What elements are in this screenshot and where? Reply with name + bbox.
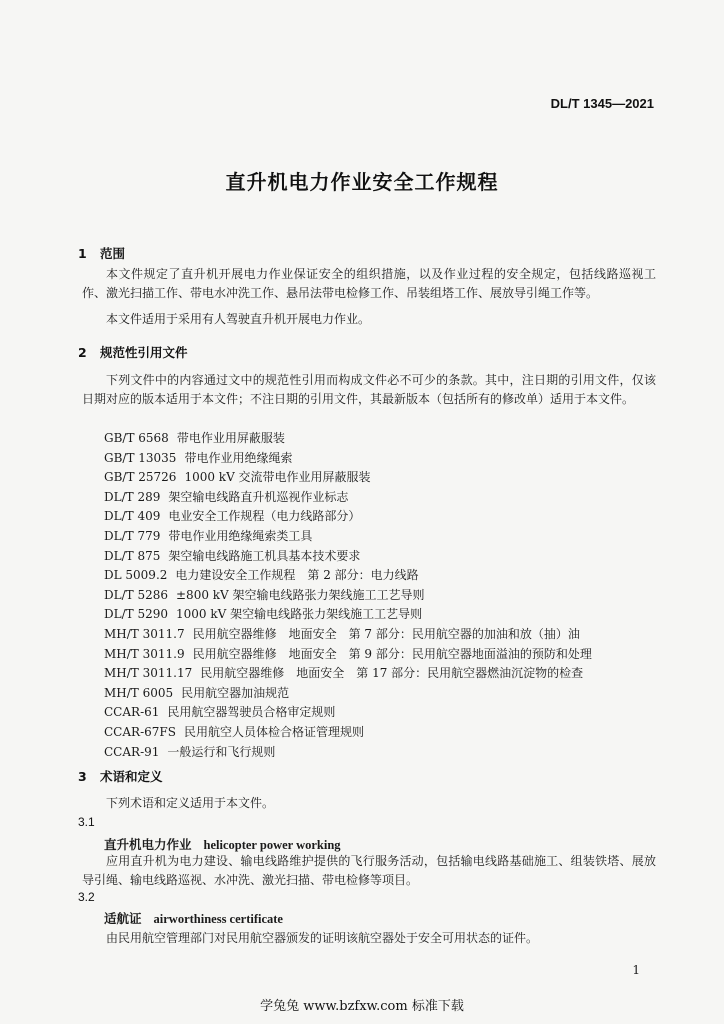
list-item xyxy=(104,429,592,449)
paragraph: 下列术语和定义适用于本文件。 xyxy=(106,796,275,810)
standard-code: DL/T 1345—2021 xyxy=(550,96,654,111)
reference-list xyxy=(104,429,592,762)
reference-code: GB/T 25726 xyxy=(104,470,177,485)
term-en: helicopter power working xyxy=(203,838,341,852)
reference-name: 电力建设安全工作规程 第 2 部分：电力线路 xyxy=(175,568,419,583)
list-item xyxy=(104,723,592,743)
list-item xyxy=(104,605,592,625)
section-title: 规范性引用文件 xyxy=(100,345,188,360)
list-item xyxy=(104,449,592,469)
reference-name: 民用航空人员体检合格证管理规则 xyxy=(183,724,364,739)
reference-code: DL/T 5290 xyxy=(104,607,168,622)
list-item xyxy=(104,507,592,527)
list-item xyxy=(104,703,592,723)
term-en: airworthiness certificate xyxy=(153,912,283,926)
section-number: 1 xyxy=(78,246,87,261)
section-heading-scope xyxy=(78,244,125,262)
reference-name: 民用航空器维修 地面安全 第 9 部分：民用航空器地面溢油的预防和处理 xyxy=(192,646,592,661)
reference-code: DL/T 409 xyxy=(104,509,161,524)
reference-code: CCAR-61 xyxy=(104,705,160,720)
list-item xyxy=(104,527,592,547)
reference-code: GB/T 6568 xyxy=(104,431,169,445)
term-number: 3.1 xyxy=(78,815,95,829)
section-title: 范围 xyxy=(100,246,126,261)
paragraph: 本文件适用于采用有人驾驶直升机开展电力作业。 xyxy=(106,312,371,326)
section-heading-terms xyxy=(78,767,163,785)
reference-code: DL/T 875 xyxy=(104,548,161,563)
reference-code: GB/T 13035 xyxy=(104,450,177,465)
reference-code: CCAR-67FS xyxy=(104,724,176,739)
reference-name: 一般运行和飞行规则 xyxy=(167,744,276,759)
reference-name: 带电作业用屏蔽服装 xyxy=(176,431,285,445)
term-heading xyxy=(104,909,283,927)
reference-name: ±800 kV 架空输电线路张力架线施工工艺导则 xyxy=(176,587,425,602)
list-item xyxy=(104,566,592,586)
reference-name: 带电作业用绝缘绳索 xyxy=(184,450,293,465)
watermark-text: 学兔兔 www.bzfxw.com 标准下载 xyxy=(260,999,464,1014)
reference-name: 民用航空器加油规范 xyxy=(181,685,290,700)
reference-code: MH/T 3011.7 xyxy=(104,626,185,641)
term-number: 3.2 xyxy=(78,890,95,904)
section-number: 3 xyxy=(78,769,87,784)
reference-name: 民用航空器维修 地面安全 第 7 部分：民用航空器的加油和放（抽）油 xyxy=(192,626,580,641)
list-item xyxy=(104,586,592,606)
reference-code: CCAR-91 xyxy=(104,744,160,759)
paragraph: 下列文件中的内容通过文中的规范性引用而构成文件必不可少的条款。其中，注日期的引用文件，仅该日期对应的版本适用于本文件；不注日期的引用文件，其最新版本（包括所有的修改单）适用于本文件。 xyxy=(82,373,656,406)
reference-code: MH/T 6005 xyxy=(104,685,174,700)
term-definition: 由民用航空管理部门对民用航空器颁发的证明该航空器处于安全可用状态的证件。 xyxy=(106,931,539,945)
list-item xyxy=(104,743,592,763)
reference-name: 1000 kV 交流带电作业用屏蔽服装 xyxy=(184,470,371,485)
reference-code: DL/T 5286 xyxy=(104,587,168,602)
list-item xyxy=(104,468,592,488)
reference-name: 架空输电线路施工机具基本技术要求 xyxy=(168,548,361,563)
term-definition: 应用直升机为电力建设、输电线路维护提供的飞行服务活动，包括输电线路基础施工、组装铁塔、展放导引绳、输电线路巡视、水冲洗、激光扫描、带电检修等项目。 xyxy=(82,854,656,887)
term-heading xyxy=(104,835,341,853)
term-zh: 直升机电力作业 xyxy=(104,837,192,852)
list-item xyxy=(104,664,592,684)
section-number: 2 xyxy=(78,345,87,360)
reference-name: 架空输电线路直升机巡视作业标志 xyxy=(168,489,349,504)
reference-code: DL/T 289 xyxy=(104,489,161,504)
reference-code: DL 5009.2 xyxy=(104,568,168,583)
reference-name: 带电作业用绝缘绳索类工具 xyxy=(168,528,313,543)
reference-name: 民用航空器驾驶员合格审定规则 xyxy=(167,705,336,720)
section-heading-normative-references xyxy=(78,343,188,361)
reference-code: MH/T 3011.9 xyxy=(104,646,185,661)
reference-name: 民用航空器维修 地面安全 第 17 部分：民用航空器燃油沉淀物的检查 xyxy=(200,666,584,681)
list-item xyxy=(104,684,592,704)
page-number: 1 xyxy=(632,963,640,977)
reference-name: 电业安全工作规程（电力线路部分） xyxy=(168,509,361,524)
paragraph: 本文件规定了直升机开展电力作业保证安全的组织措施，以及作业过程的安全规定，包括线路巡视工作、激光扫描工作、带电水冲洗工作、悬吊法带电检修工作、吊装组塔工作、展放导引绳工作等。 xyxy=(82,267,656,300)
list-item xyxy=(104,625,592,645)
document-title: 直升机电力作业安全工作规程 xyxy=(225,170,499,194)
reference-code: DL/T 779 xyxy=(104,528,161,543)
section-title: 术语和定义 xyxy=(100,769,163,784)
reference-name: 1000 kV 架空输电线路张力架线施工工艺导则 xyxy=(176,607,423,622)
list-item xyxy=(104,645,592,665)
term-zh: 适航证 xyxy=(104,911,142,926)
list-item xyxy=(104,488,592,508)
reference-code: MH/T 3011.17 xyxy=(104,666,193,681)
list-item xyxy=(104,547,592,567)
